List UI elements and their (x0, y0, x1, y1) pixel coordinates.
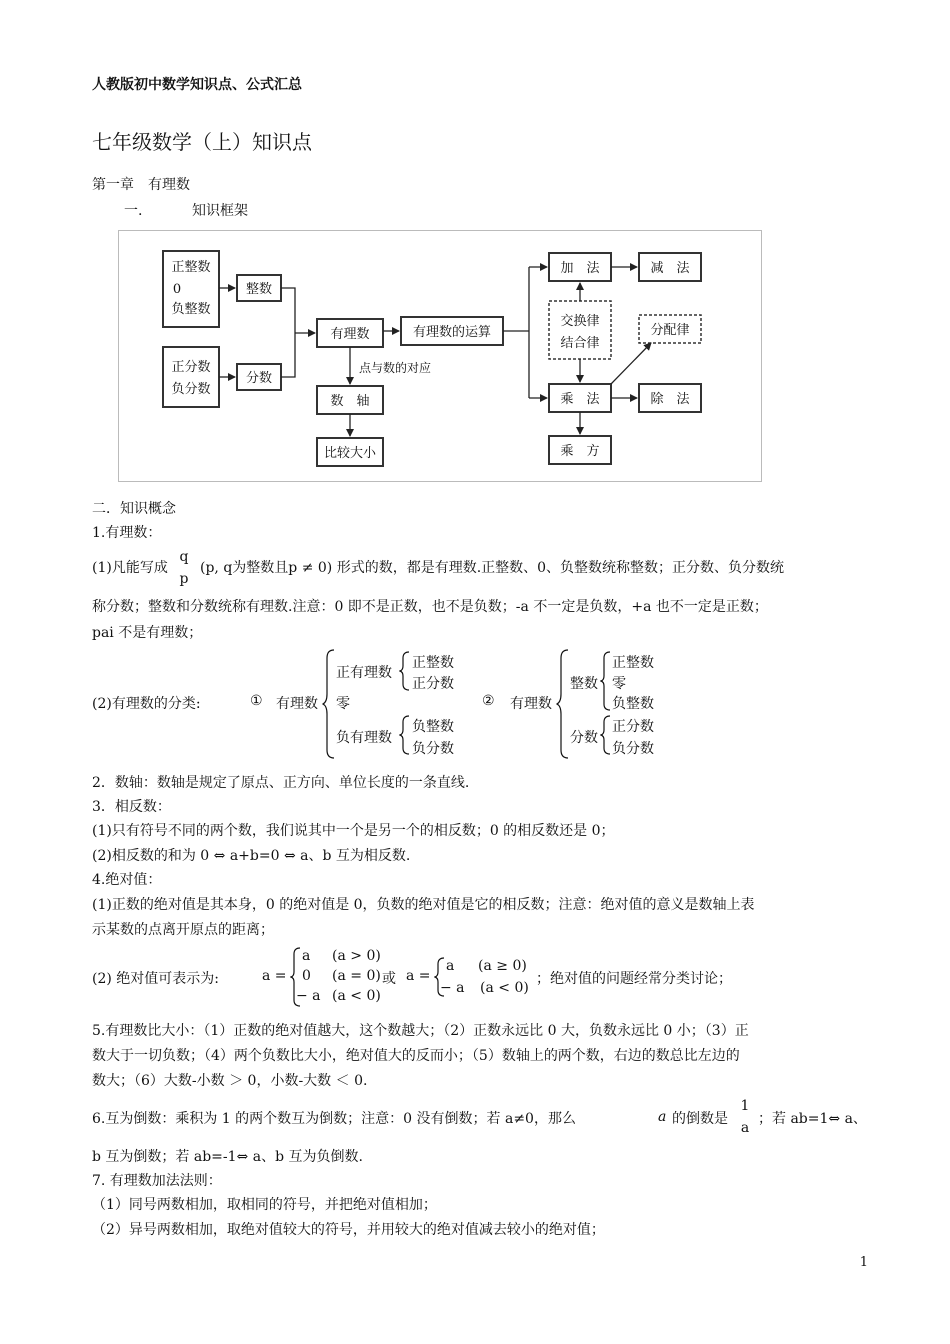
item7-1: （1）同号两数相加，取相同的符号，并把绝对值相加； (92, 1197, 437, 1213)
box-frac-group (163, 347, 219, 407)
abs-r2-val: 0 (302, 968, 311, 984)
cls1-pos-frac: 正分数 (412, 676, 454, 692)
cls2-zero: 零 (612, 676, 626, 692)
abs-r1-val: a (302, 948, 311, 964)
document-title: 人教版初中数学知识点、公式汇总 (92, 77, 302, 93)
label-neg-frac: 负分数 (171, 382, 211, 397)
cls1-neg-rational: 负有理数 (336, 730, 392, 746)
item5-b: 数大于一切负数；（4）两个负数比大小，绝对值大的反而小；（5）数轴上的两个数，右边的数总比左边的 (92, 1048, 740, 1064)
page-number: 1 (859, 1255, 868, 1270)
item6-a: 6.互为倒数：乘积为 1 的两个数互为倒数；注意：0 没有倒数；若 a≠0，那么 (92, 1111, 576, 1127)
p1-rest: (p, q为整数且p ≠ 0) 形式的数，都是有理数.正整数、0、负整数统称整数；正分数、负分数统 (200, 560, 785, 576)
classification-label: (2)有理数的分类: (92, 696, 201, 712)
item3-1: (1)只有符号不同的两个数，我们说其中一个是另一个的相反数；0 的相反数还是 0； (92, 823, 615, 839)
label-neg-int: 负整数 (171, 302, 211, 317)
abs-s1-cond: (a ≥ 0) (478, 958, 527, 974)
brace-fraction (600, 714, 612, 756)
fraction-one-over-a: 1 a (740, 1098, 750, 1136)
item1-heading: 1.有理数： (92, 525, 162, 541)
label-dist: 分配律 (650, 323, 690, 338)
p1-line2: 称分数；整数和分数统称有理数.注意：0 即不是正数，也不是负数；-a 不一定是负数，+a 也不一定是正数； (92, 599, 768, 615)
label-pos-frac: 正分数 (171, 360, 211, 375)
abs-s2-cond: (a < 0) (480, 980, 529, 996)
label-sub: 减 法 (650, 261, 690, 276)
label-correspond: 点与数的对应 (358, 361, 432, 375)
label-assoc: 结合律 (560, 336, 600, 351)
item2: 2．数轴：数轴是规定了原点、正方向、单位长度的一条直线. (92, 775, 470, 791)
label-axis: 数 轴 (330, 394, 370, 409)
item5-a: 5.有理数比大小：（1）正数的绝对值越大，这个数越大；（2）正数永远比 0 大，负数永远比 0 小；（3）正 (92, 1023, 749, 1039)
circled-two: ② (482, 693, 495, 709)
section-title: 七年级数学（上）知识点 (92, 130, 312, 154)
item6-b: 的倒数是 (672, 1111, 728, 1127)
cls1-neg-frac: 负分数 (412, 741, 454, 757)
cls2-pos-int: 正整数 (612, 655, 654, 671)
label-pos-int: 正整数 (171, 260, 211, 275)
circled-one: ① (250, 693, 263, 709)
cls2-integer: 整数 (570, 676, 598, 692)
item5-c: 数大；（6）大数-小数 ＞ 0，小数-大数 ＜ 0. (92, 1073, 368, 1089)
cls2-neg-int: 负整数 (612, 696, 654, 712)
abs-r2-cond: (a = 0) (332, 968, 381, 984)
cls2-pos-frac: 正分数 (612, 719, 654, 735)
cls2-neg-frac: 负分数 (612, 741, 654, 757)
part1-title: 知识框架 (192, 203, 248, 219)
item6-d: b 互为倒数；若 ab=-1⇔ a、b 互为负倒数. (92, 1149, 363, 1165)
label-comm: 交换律 (560, 314, 600, 329)
cls1-zero: 零 (336, 696, 350, 712)
p1-line3: pai 不是有理数； (92, 625, 203, 641)
item3-heading: 3．相反数： (92, 799, 171, 815)
cls1-pos-rational: 正有理数 (336, 665, 392, 681)
part2-heading: 二．知识概念 (92, 501, 176, 517)
abs-lhs-2: a = (406, 968, 431, 984)
label-integer: 整数 (245, 282, 273, 297)
abs-s2-val: − a (440, 980, 465, 996)
label-add: 加 法 (560, 261, 600, 276)
brace-cls2-main (556, 648, 570, 760)
label-compare: 比较大小 (323, 446, 377, 461)
item6-var-a: a (658, 1109, 667, 1125)
item4-heading: 4.绝对值： (92, 872, 162, 888)
label-rational: 有理数 (330, 327, 370, 342)
abs-r3-cond: (a < 0) (332, 988, 381, 1004)
cls2-rational: 有理数 (510, 696, 552, 712)
label-pow: 乘 方 (560, 444, 600, 459)
brace-cls1-main (322, 648, 336, 760)
label-fraction: 分数 (245, 371, 273, 386)
abs-s1-val: a (446, 958, 455, 974)
brace-neg-rational (399, 714, 411, 756)
knowledge-framework-diagram (118, 230, 762, 482)
brace-integer (600, 650, 612, 712)
item6-c: ；若 ab=1⇔ a、 (758, 1111, 867, 1127)
abs-r1-cond: (a > 0) (332, 948, 381, 964)
part1-number: 一. (124, 203, 143, 219)
label-mul: 乘 法 (560, 392, 600, 407)
item4-1a: (1)正数的绝对值是其本身，0 的绝对值是 0，负数的绝对值是它的相反数；注意：绝对值的意义是数轴上表 (92, 897, 755, 913)
abs-or: 或 (382, 971, 396, 987)
label-ops: 有理数的运算 (412, 325, 492, 340)
abs-r3-val: − a (296, 988, 321, 1004)
brace-pos-rational (399, 650, 411, 692)
cls1-neg-int: 负整数 (412, 719, 454, 735)
item7-heading: 7. 有理数加法法则： (92, 1173, 222, 1189)
fraction-q-over-p: q p (179, 549, 189, 587)
label-div: 除 法 (650, 392, 690, 407)
chapter-heading: 第一章 有理数 (92, 177, 190, 193)
cls1-pos-int: 正整数 (412, 655, 454, 671)
item4-1b: 示某数的点离开原点的距离； (92, 922, 274, 938)
p1-lead: (1)凡能写成 (92, 560, 168, 576)
cls2-fraction: 分数 (570, 730, 598, 746)
abs-lhs-1: a = (262, 968, 287, 984)
cls1-rational: 有理数 (276, 696, 318, 712)
label-zero: 0 (172, 282, 182, 297)
item7-2: （2）异号两数相加，取绝对值较大的符号，并用较大的绝对值减去较小的绝对值； (92, 1222, 605, 1238)
abs-label: (2) 绝对值可表示为: (92, 971, 219, 987)
item3-2: (2)相反数的和为 0 ⇔ a+b=0 ⇔ a、b 互为相反数. (92, 848, 411, 864)
abs-tail: ；绝对值的问题经常分类讨论； (536, 971, 732, 987)
